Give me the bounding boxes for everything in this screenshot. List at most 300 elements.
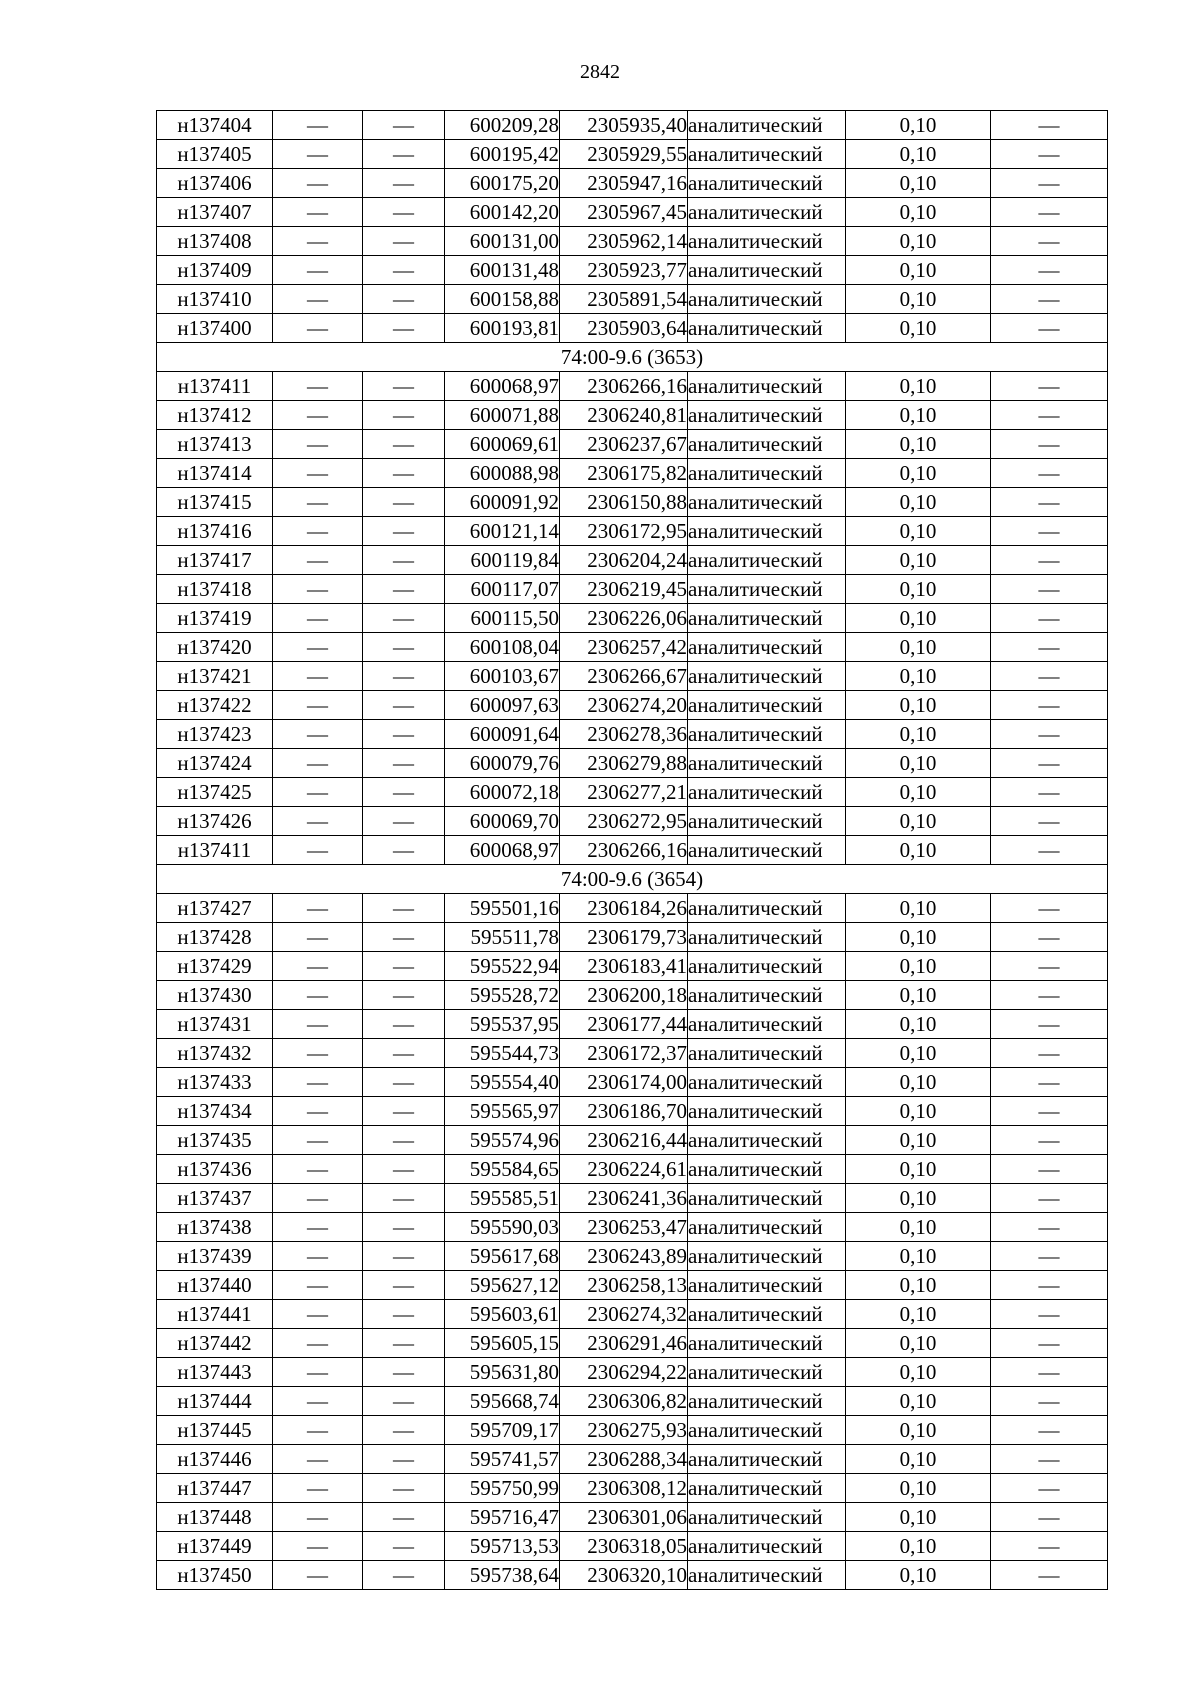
table-row [157,1039,1108,1068]
empty-cell-dash: — [991,1329,1108,1358]
x-coordinate-cell: 595522,94 [445,952,560,981]
y-coordinate-cell: 2306306,82 [560,1387,688,1416]
point-name-cell: н137411 [157,836,273,865]
empty-cell-dash: — [363,488,445,517]
empty-cell-dash: — [273,459,363,488]
empty-cell-dash: — [273,140,363,169]
empty-cell-dash: — [991,401,1108,430]
x-coordinate-cell: 595741,57 [445,1445,560,1474]
empty-cell-dash: — [363,778,445,807]
method-cell: аналитический [688,1068,846,1097]
empty-cell-dash: — [363,952,445,981]
method-cell: аналитический [688,314,846,343]
method-cell: аналитический [688,430,846,459]
y-coordinate-cell: 2306172,95 [560,517,688,546]
accuracy-cell: 0,10 [846,952,991,981]
empty-cell-dash: — [991,1010,1108,1039]
empty-cell-dash: — [991,720,1108,749]
empty-cell-dash: — [273,198,363,227]
point-name-cell: н137446 [157,1445,273,1474]
empty-cell-dash: — [273,691,363,720]
empty-cell-dash: — [991,517,1108,546]
method-cell: аналитический [688,1561,846,1590]
empty-cell-dash: — [363,1039,445,1068]
x-coordinate-cell: 600131,00 [445,227,560,256]
x-coordinate-cell: 595668,74 [445,1387,560,1416]
empty-cell-dash: — [363,1416,445,1445]
table-row [157,1068,1108,1097]
method-cell: аналитический [688,517,846,546]
y-coordinate-cell: 2306318,05 [560,1532,688,1561]
empty-cell-dash: — [273,633,363,662]
y-coordinate-cell: 2306279,88 [560,749,688,778]
table-row [157,1155,1108,1184]
accuracy-cell: 0,10 [846,1300,991,1329]
x-coordinate-cell: 595501,16 [445,894,560,923]
point-name-cell: н137431 [157,1010,273,1039]
table-row [157,227,1108,256]
section-header-row [157,865,1108,894]
empty-cell-dash: — [363,691,445,720]
table-row [157,1561,1108,1590]
empty-cell-dash: — [991,981,1108,1010]
accuracy-cell: 0,10 [846,836,991,865]
x-coordinate-cell: 600068,97 [445,372,560,401]
accuracy-cell: 0,10 [846,749,991,778]
empty-cell-dash: — [363,256,445,285]
table-row [157,1474,1108,1503]
empty-cell-dash: — [991,749,1108,778]
empty-cell-dash: — [363,1358,445,1387]
method-cell: аналитический [688,1474,846,1503]
point-name-cell: н137414 [157,459,273,488]
point-name-cell: н137427 [157,894,273,923]
table-row [157,546,1108,575]
empty-cell-dash: — [363,894,445,923]
empty-cell-dash: — [363,517,445,546]
empty-cell-dash: — [991,285,1108,314]
table-row [157,836,1108,865]
table-row [157,459,1108,488]
empty-cell-dash: — [273,1039,363,1068]
empty-cell-dash: — [273,1329,363,1358]
accuracy-cell: 0,10 [846,1503,991,1532]
y-coordinate-cell: 2306320,10 [560,1561,688,1590]
accuracy-cell: 0,10 [846,1445,991,1474]
table-row [157,1010,1108,1039]
point-name-cell: н137437 [157,1184,273,1213]
method-cell: аналитический [688,807,846,836]
method-cell: аналитический [688,459,846,488]
point-name-cell: н137425 [157,778,273,807]
empty-cell-dash: — [363,430,445,459]
table-row [157,430,1108,459]
empty-cell-dash: — [991,459,1108,488]
y-coordinate-cell: 2305962,14 [560,227,688,256]
empty-cell-dash: — [991,488,1108,517]
empty-cell-dash: — [363,633,445,662]
x-coordinate-cell: 600117,07 [445,575,560,604]
accuracy-cell: 0,10 [846,111,991,140]
point-name-cell: н137422 [157,691,273,720]
empty-cell-dash: — [273,1010,363,1039]
x-coordinate-cell: 600069,61 [445,430,560,459]
y-coordinate-cell: 2306274,32 [560,1300,688,1329]
x-coordinate-cell: 600193,81 [445,314,560,343]
accuracy-cell: 0,10 [846,517,991,546]
y-coordinate-cell: 2306266,16 [560,372,688,401]
method-cell: аналитический [688,1271,846,1300]
x-coordinate-cell: 595585,51 [445,1184,560,1213]
table-row [157,372,1108,401]
table-row [157,401,1108,430]
y-coordinate-cell: 2306257,42 [560,633,688,662]
table-row [157,633,1108,662]
y-coordinate-cell: 2306241,36 [560,1184,688,1213]
table-row [157,691,1108,720]
table-row [157,1126,1108,1155]
empty-cell-dash: — [363,1300,445,1329]
empty-cell-dash: — [363,1184,445,1213]
empty-cell-dash: — [991,952,1108,981]
empty-cell-dash: — [363,1329,445,1358]
method-cell: аналитический [688,401,846,430]
empty-cell-dash: — [273,401,363,430]
point-name-cell: н137412 [157,401,273,430]
accuracy-cell: 0,10 [846,778,991,807]
y-coordinate-cell: 2306216,44 [560,1126,688,1155]
empty-cell-dash: — [363,981,445,1010]
table-row [157,720,1108,749]
empty-cell-dash: — [363,1532,445,1561]
x-coordinate-cell: 595605,15 [445,1329,560,1358]
method-cell: аналитический [688,691,846,720]
empty-cell-dash: — [273,749,363,778]
x-coordinate-cell: 595713,53 [445,1532,560,1561]
y-coordinate-cell: 2306243,89 [560,1242,688,1271]
point-name-cell: н137441 [157,1300,273,1329]
point-name-cell: н137418 [157,575,273,604]
accuracy-cell: 0,10 [846,633,991,662]
table-row [157,952,1108,981]
empty-cell-dash: — [273,1387,363,1416]
empty-cell-dash: — [363,1271,445,1300]
empty-cell-dash: — [991,227,1108,256]
empty-cell-dash: — [363,1068,445,1097]
y-coordinate-cell: 2305891,54 [560,285,688,314]
empty-cell-dash: — [991,1039,1108,1068]
x-coordinate-cell: 595716,47 [445,1503,560,1532]
accuracy-cell: 0,10 [846,1097,991,1126]
empty-cell-dash: — [991,807,1108,836]
empty-cell-dash: — [991,111,1108,140]
accuracy-cell: 0,10 [846,1010,991,1039]
method-cell: аналитический [688,285,846,314]
method-cell: аналитический [688,952,846,981]
empty-cell-dash: — [991,430,1108,459]
coordinates-table [156,110,1108,1590]
point-name-cell: н137417 [157,546,273,575]
empty-cell-dash: — [991,314,1108,343]
accuracy-cell: 0,10 [846,1213,991,1242]
method-cell: аналитический [688,198,846,227]
empty-cell-dash: — [273,662,363,691]
table-row [157,198,1108,227]
empty-cell-dash: — [273,894,363,923]
x-coordinate-cell: 595584,65 [445,1155,560,1184]
empty-cell-dash: — [363,1155,445,1184]
point-name-cell: н137408 [157,227,273,256]
method-cell: аналитический [688,227,846,256]
empty-cell-dash: — [273,314,363,343]
accuracy-cell: 0,10 [846,1126,991,1155]
point-name-cell: н137436 [157,1155,273,1184]
y-coordinate-cell: 2306186,70 [560,1097,688,1126]
empty-cell-dash: — [991,894,1108,923]
empty-cell-dash: — [363,836,445,865]
point-name-cell: н137410 [157,285,273,314]
x-coordinate-cell: 600115,50 [445,604,560,633]
x-coordinate-cell: 600175,20 [445,169,560,198]
point-name-cell: н137421 [157,662,273,691]
x-coordinate-cell: 595511,78 [445,923,560,952]
table-row [157,1271,1108,1300]
point-name-cell: н137416 [157,517,273,546]
empty-cell-dash: — [363,662,445,691]
table-row [157,256,1108,285]
table-row [157,1329,1108,1358]
table-row [157,575,1108,604]
method-cell: аналитический [688,894,846,923]
x-coordinate-cell: 595603,61 [445,1300,560,1329]
y-coordinate-cell: 2306174,00 [560,1068,688,1097]
y-coordinate-cell: 2306275,93 [560,1416,688,1445]
table-body [157,111,1108,1590]
empty-cell-dash: — [991,691,1108,720]
table-row [157,923,1108,952]
accuracy-cell: 0,10 [846,662,991,691]
point-name-cell: н137426 [157,807,273,836]
empty-cell-dash: — [273,1271,363,1300]
empty-cell-dash: — [273,1532,363,1561]
accuracy-cell: 0,10 [846,894,991,923]
empty-cell-dash: — [991,1532,1108,1561]
point-name-cell: н137429 [157,952,273,981]
empty-cell-dash: — [363,1097,445,1126]
accuracy-cell: 0,10 [846,1329,991,1358]
empty-cell-dash: — [363,169,445,198]
x-coordinate-cell: 600195,42 [445,140,560,169]
empty-cell-dash: — [991,1184,1108,1213]
y-coordinate-cell: 2306272,95 [560,807,688,836]
empty-cell-dash: — [991,1126,1108,1155]
empty-cell-dash: — [273,604,363,633]
empty-cell-dash: — [363,111,445,140]
empty-cell-dash: — [363,459,445,488]
y-coordinate-cell: 2306277,21 [560,778,688,807]
method-cell: аналитический [688,1416,846,1445]
y-coordinate-cell: 2306258,13 [560,1271,688,1300]
accuracy-cell: 0,10 [846,720,991,749]
empty-cell-dash: — [363,1242,445,1271]
point-name-cell: н137424 [157,749,273,778]
accuracy-cell: 0,10 [846,1068,991,1097]
point-name-cell: н137439 [157,1242,273,1271]
method-cell: аналитический [688,604,846,633]
method-cell: аналитический [688,1358,846,1387]
point-name-cell: н137406 [157,169,273,198]
point-name-cell: н137407 [157,198,273,227]
y-coordinate-cell: 2306266,67 [560,662,688,691]
empty-cell-dash: — [363,1010,445,1039]
accuracy-cell: 0,10 [846,372,991,401]
section-header-row [157,343,1108,372]
point-name-cell: н137432 [157,1039,273,1068]
empty-cell-dash: — [273,285,363,314]
empty-cell-dash: — [273,1474,363,1503]
method-cell: аналитический [688,1010,846,1039]
table-row [157,662,1108,691]
y-coordinate-cell: 2305929,55 [560,140,688,169]
point-name-cell: н137411 [157,372,273,401]
accuracy-cell: 0,10 [846,1532,991,1561]
empty-cell-dash: — [273,575,363,604]
y-coordinate-cell: 2305903,64 [560,314,688,343]
y-coordinate-cell: 2305967,45 [560,198,688,227]
method-cell: аналитический [688,372,846,401]
x-coordinate-cell: 595544,73 [445,1039,560,1068]
empty-cell-dash: — [273,256,363,285]
x-coordinate-cell: 600142,20 [445,198,560,227]
x-coordinate-cell: 595738,64 [445,1561,560,1590]
y-coordinate-cell: 2306294,22 [560,1358,688,1387]
accuracy-cell: 0,10 [846,1242,991,1271]
point-name-cell: н137434 [157,1097,273,1126]
empty-cell-dash: — [363,1126,445,1155]
method-cell: аналитический [688,720,846,749]
point-name-cell: н137423 [157,720,273,749]
accuracy-cell: 0,10 [846,807,991,836]
empty-cell-dash: — [363,1387,445,1416]
table-row [157,1387,1108,1416]
accuracy-cell: 0,10 [846,1184,991,1213]
accuracy-cell: 0,10 [846,923,991,952]
y-coordinate-cell: 2306291,46 [560,1329,688,1358]
method-cell: аналитический [688,111,846,140]
x-coordinate-cell: 600071,88 [445,401,560,430]
empty-cell-dash: — [991,1561,1108,1590]
empty-cell-dash: — [273,227,363,256]
y-coordinate-cell: 2306224,61 [560,1155,688,1184]
accuracy-cell: 0,10 [846,256,991,285]
y-coordinate-cell: 2306219,45 [560,575,688,604]
empty-cell-dash: — [273,111,363,140]
x-coordinate-cell: 600119,84 [445,546,560,575]
method-cell: аналитический [688,1155,846,1184]
empty-cell-dash: — [991,633,1108,662]
method-cell: аналитический [688,1387,846,1416]
point-name-cell: н137443 [157,1358,273,1387]
y-coordinate-cell: 2306308,12 [560,1474,688,1503]
y-coordinate-cell: 2306237,67 [560,430,688,459]
point-name-cell: н137438 [157,1213,273,1242]
accuracy-cell: 0,10 [846,459,991,488]
empty-cell-dash: — [273,1358,363,1387]
y-coordinate-cell: 2306150,88 [560,488,688,517]
y-coordinate-cell: 2306253,47 [560,1213,688,1242]
section-header: 74:00-9.6 (3654) [157,865,1108,894]
x-coordinate-cell: 600097,63 [445,691,560,720]
empty-cell-dash: — [273,1416,363,1445]
table-row [157,488,1108,517]
point-name-cell: н137415 [157,488,273,517]
method-cell: аналитический [688,778,846,807]
empty-cell-dash: — [273,1213,363,1242]
method-cell: аналитический [688,169,846,198]
x-coordinate-cell: 600108,04 [445,633,560,662]
table-row [157,1358,1108,1387]
empty-cell-dash: — [991,1271,1108,1300]
point-name-cell: н137409 [157,256,273,285]
empty-cell-dash: — [363,1213,445,1242]
method-cell: аналитический [688,1039,846,1068]
empty-cell-dash: — [363,401,445,430]
x-coordinate-cell: 595537,95 [445,1010,560,1039]
point-name-cell: н137444 [157,1387,273,1416]
table-row [157,981,1108,1010]
section-header: 74:00-9.6 (3653) [157,343,1108,372]
method-cell: аналитический [688,1126,846,1155]
empty-cell-dash: — [363,1561,445,1590]
method-cell: аналитический [688,140,846,169]
empty-cell-dash: — [273,372,363,401]
empty-cell-dash: — [273,807,363,836]
empty-cell-dash: — [991,1503,1108,1532]
empty-cell-dash: — [991,1213,1108,1242]
empty-cell-dash: — [991,198,1108,227]
empty-cell-dash: — [991,778,1108,807]
point-name-cell: н137449 [157,1532,273,1561]
empty-cell-dash: — [991,1358,1108,1387]
method-cell: аналитический [688,749,846,778]
empty-cell-dash: — [273,169,363,198]
accuracy-cell: 0,10 [846,1358,991,1387]
empty-cell-dash: — [991,575,1108,604]
accuracy-cell: 0,10 [846,546,991,575]
table-row [157,1532,1108,1561]
method-cell: аналитический [688,981,846,1010]
empty-cell-dash: — [991,1068,1108,1097]
method-cell: аналитический [688,662,846,691]
x-coordinate-cell: 595750,99 [445,1474,560,1503]
accuracy-cell: 0,10 [846,314,991,343]
table-row [157,1242,1108,1271]
method-cell: аналитический [688,1445,846,1474]
table-row [157,285,1108,314]
method-cell: аналитический [688,836,846,865]
empty-cell-dash: — [363,807,445,836]
empty-cell-dash: — [363,372,445,401]
empty-cell-dash: — [273,1097,363,1126]
empty-cell-dash: — [273,517,363,546]
method-cell: аналитический [688,1300,846,1329]
table-row [157,169,1108,198]
x-coordinate-cell: 600131,48 [445,256,560,285]
y-coordinate-cell: 2306288,34 [560,1445,688,1474]
y-coordinate-cell: 2305947,16 [560,169,688,198]
empty-cell-dash: — [991,1416,1108,1445]
method-cell: аналитический [688,575,846,604]
